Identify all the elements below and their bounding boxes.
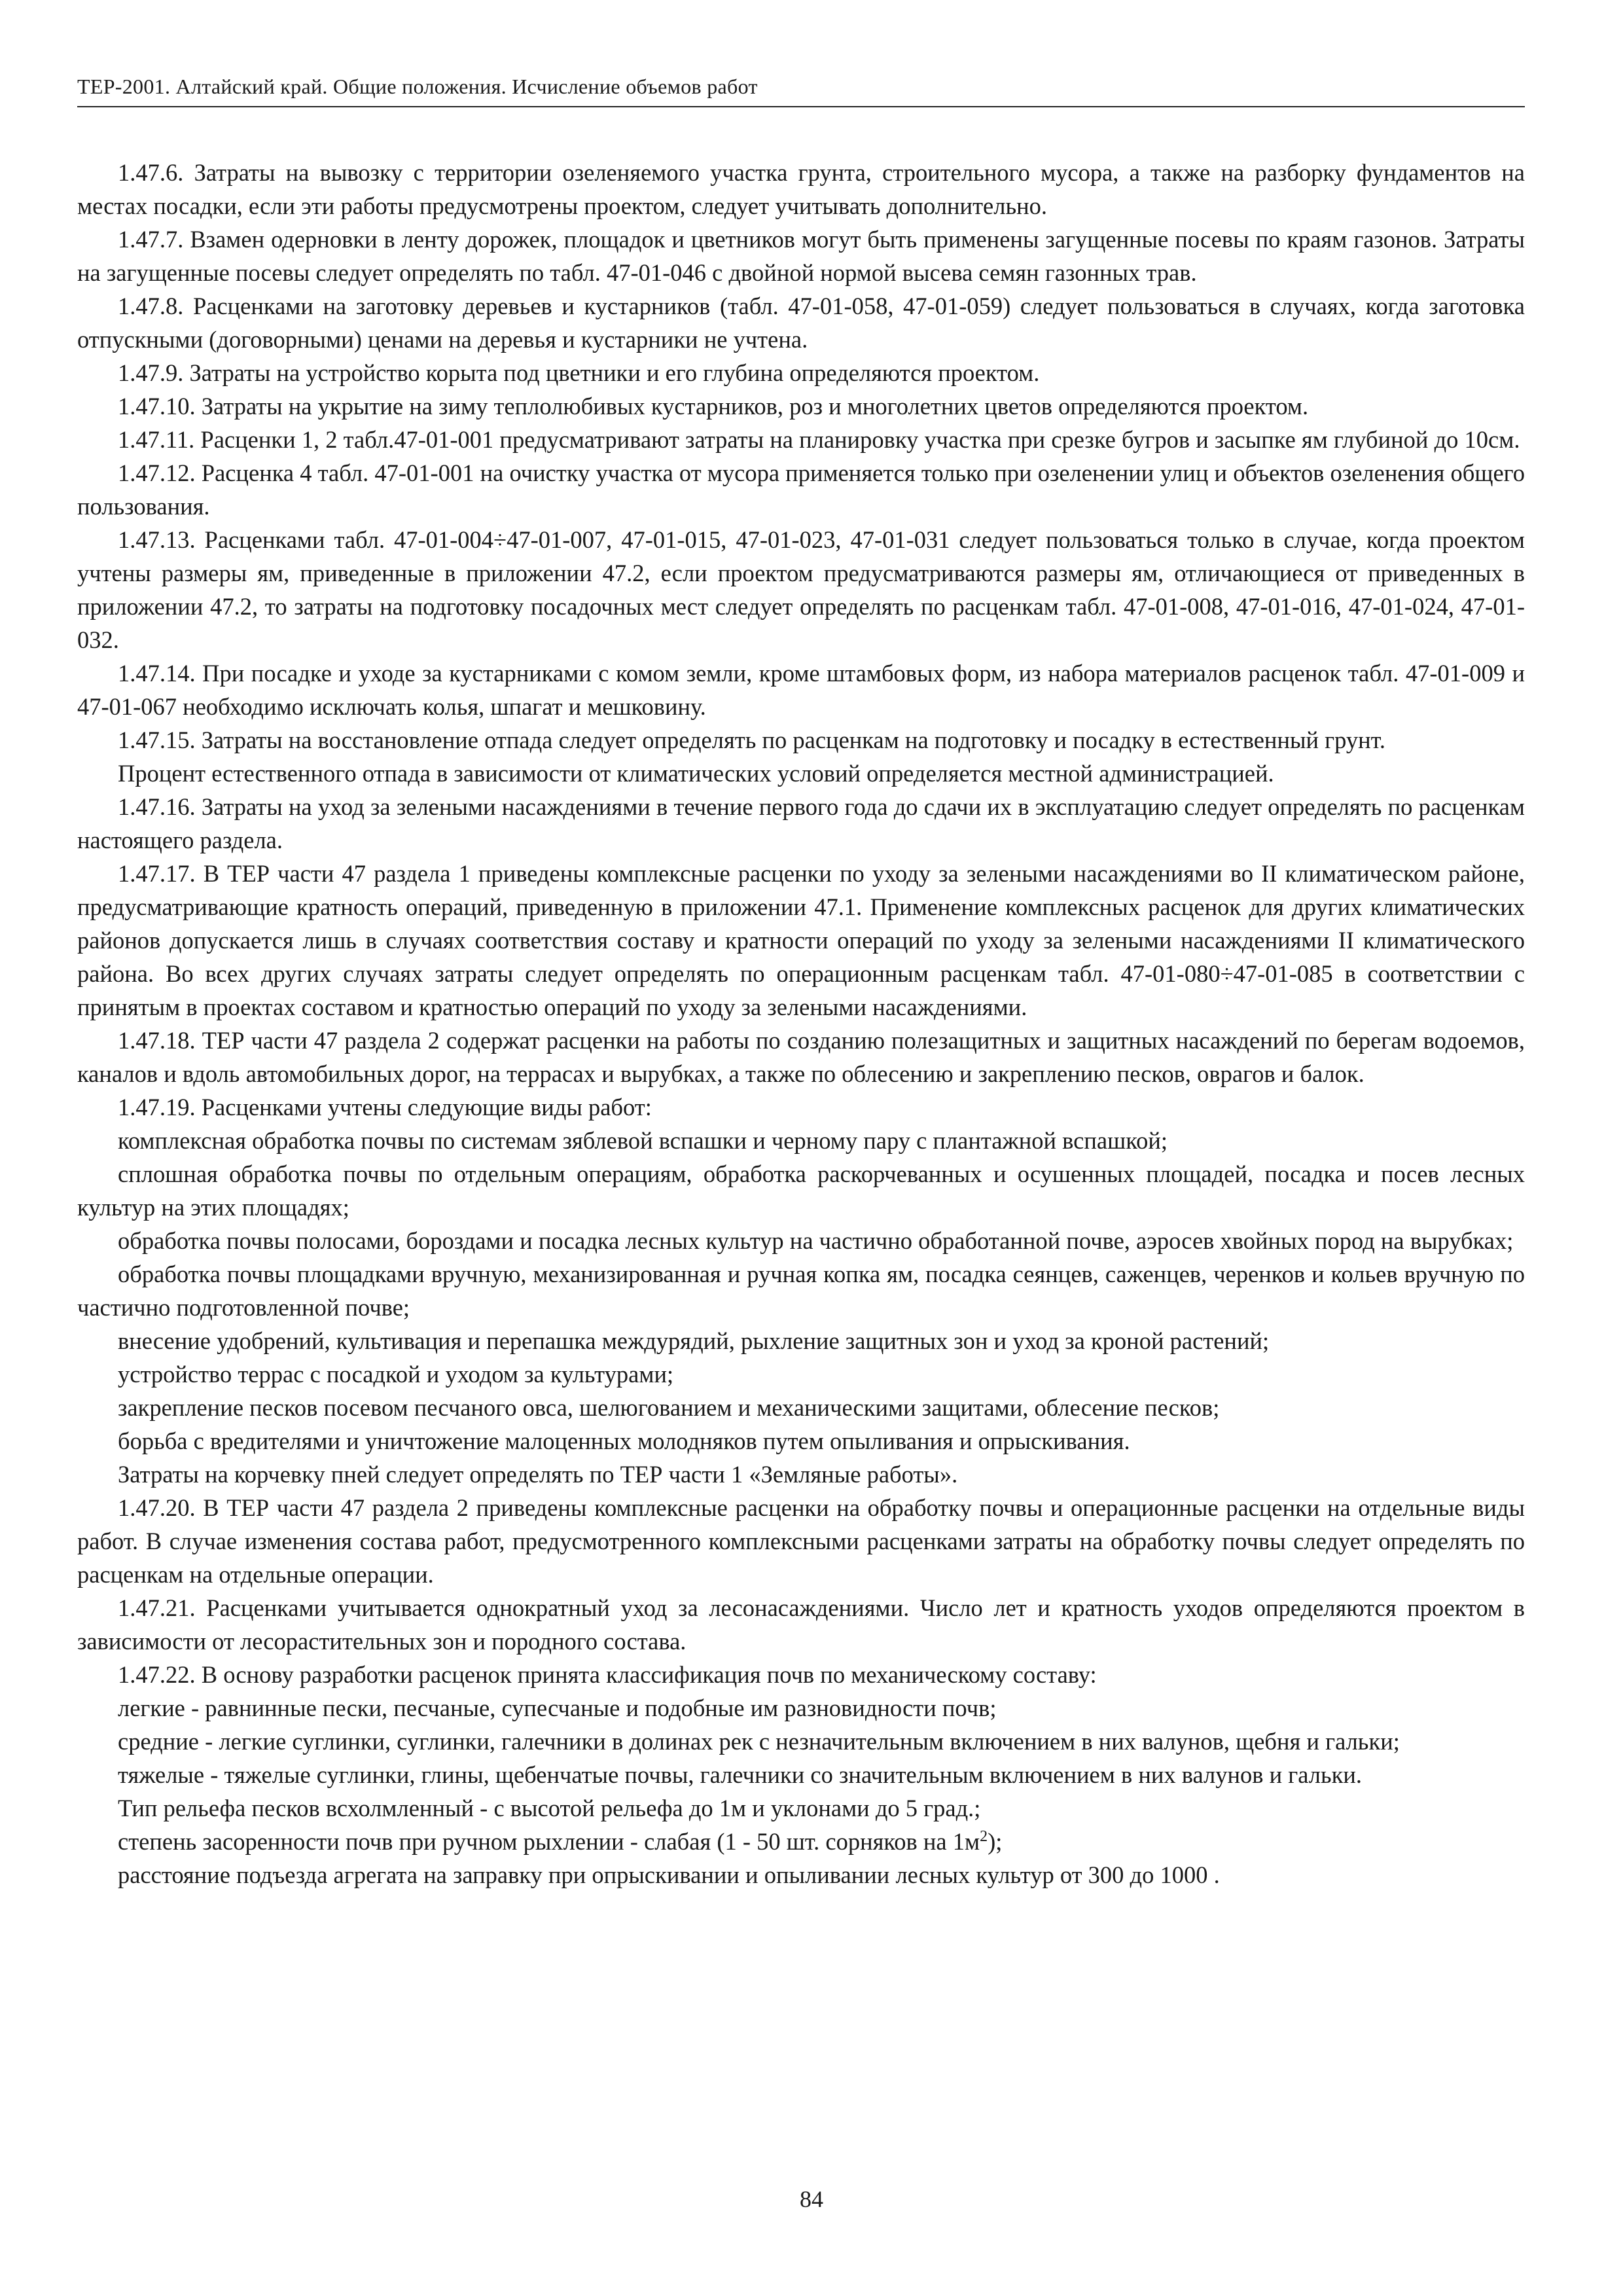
running-header: ТЕР-2001. Алтайский край. Общие положения. Исчисление объемов работ <box>77 73 1525 107</box>
list-item-strip-tillage: обработка почвы полосами, бороздами и посадка лесных культур на частично обработанной почве, аэросев хвойных пород на вырубках; <box>118 1227 1514 1254</box>
paragraph-natural-loss: Процент естественного отпада в зависимости от климатических условий определяется местной администрацией. <box>118 760 1274 787</box>
list-item-solid-tillage: сплошная обработка почвы по отдельным операциям, обработка раскорчеванных и осушенных площадей, посадка и посев лесных культур на этих площадях; <box>77 1160 1525 1221</box>
paragraph-1-47-22: 1.47.22. В основу разработки расценок принята классификация почв по механическому составу: <box>118 1661 1097 1688</box>
paragraph-1-47-18: 1.47.18. ТЕР части 47 раздела 2 содержат расценки на работы по созданию полезащитных и защитных насаждений по берегам водоемов, каналов и вдоль автомобильных дорог, на террасах и вырубках, а также по облесению и закреплению песков, оврагов и балок. <box>77 1027 1525 1087</box>
list-item-light-soils: легкие - равнинные пески, песчаные, супесчаные и подобные им разновидности почв; <box>118 1695 997 1721</box>
paragraph-refuel-distance: расстояние подъезда агрегата на заправку при опрыскивании и опыливании лесных культур от 300 до 1000 . <box>118 1861 1220 1888</box>
paragraph-1-47-16: 1.47.16. Затраты на уход за зелеными насаждениями в течение первого года до сдачи их в эксплуатацию следует определять по расценкам настоящего раздела. <box>77 793 1525 853</box>
paragraph-stump-removal: Затраты на корчевку пней следует определять по ТЕР части 1 «Земляные работы». <box>118 1461 958 1488</box>
paragraph-1-47-14: 1.47.14. При посадке и уходе за кустарниками с комом земли, кроме штамбовых форм, из набора материалов расценок табл. 47-01-009 и 47-01-067 необходимо исключать колья, шпагат и мешковину. <box>77 660 1525 720</box>
list-item-medium-soils: средние - легкие суглинки, суглинки, галечники в долинах рек с незначительным включением в них валунов, щебня и гальки; <box>118 1728 1400 1755</box>
weed-level-tail: ); <box>988 1828 1003 1855</box>
page-number: 84 <box>800 2186 823 2212</box>
paragraph-1-47-15: 1.47.15. Затраты на восстановление отпада следует определять по расценкам на подготовку и посадку в естественный грунт. <box>118 726 1386 753</box>
paragraph-1-47-12: 1.47.12. Расценка 4 табл. 47-01-001 на очистку участка от мусора применяется только при озеленении улиц и объектов озеленения общего пользования. <box>77 459 1525 520</box>
paragraph-weed-level <box>77 1825 1525 1858</box>
list-item-heavy-soils: тяжелые - тяжелые суглинки, глины, щебенчатые почвы, галечники со значительным включением в них валунов и гальки. <box>118 1761 1363 1788</box>
list-item-terraces: устройство террас с посадкой и уходом за культурами; <box>118 1361 674 1388</box>
paragraph-1-47-8: 1.47.8. Расценками на заготовку деревьев и кустарников (табл. 47-01-058, 47-01-059) следует пользоваться в случаях, когда заготовка отпускными (договорными) ценами на деревья и кустарники не учтена. <box>77 293 1525 353</box>
paragraph-1-47-11: 1.47.11. Расценки 1, 2 табл.47-01-001 предусматривают затраты на планировку участка при срезке бугров и засыпке ям глубиной до 10см. <box>118 426 1520 453</box>
weed-level-superscript: 2 <box>980 1827 988 1845</box>
list-item-sand-fixing: закрепление песков посевом песчаного овса, шелюгованием и механическими защитами, облесение песков; <box>118 1394 1220 1421</box>
paragraph-1-47-9: 1.47.9. Затраты на устройство корыта под цветники и его глубина определяются проектом. <box>118 359 1040 386</box>
paragraph-1-47-10: 1.47.10. Затраты на укрытие на зиму теплолюбивых кустарников, роз и многолетних цветов определяются проектом. <box>118 393 1309 420</box>
document-body <box>77 156 1525 1892</box>
paragraph-1-47-20: 1.47.20. В ТЕР части 47 раздела 2 приведены комплексные расценки на обработку почвы и операционные расценки на отдельные виды работ. В случае изменения состава работ, предусмотренного комплексными расценками затраты на обработку почвы следует определять по расценкам на отдельные операции. <box>77 1494 1525 1588</box>
list-item-pest-control: борьба с вредителями и уничтожение малоценных молодняков путем опыливания и опрыскивания. <box>118 1427 1130 1454</box>
paragraph-1-47-6: 1.47.6. Затраты на вывозку с территории озеленяемого участка грунта, строительного мусора, а также на разборку фундаментов на местах посадки, если эти работы предусмотрены проектом, следует учитывать дополнительно. <box>77 159 1525 219</box>
paragraph-relief-type: Тип рельефа песков всхолмленный - с высотой рельефа до 1м и уклонами до 5 град.; <box>118 1795 981 1821</box>
paragraph-1-47-19: 1.47.19. Расценками учтены следующие виды работ: <box>118 1094 652 1121</box>
weed-level-text: степень засоренности почв при ручном рыхлении - слабая (1 - 50 шт. сорняков на 1м <box>118 1828 980 1855</box>
paragraph-1-47-7: 1.47.7. Взамен одерновки в ленту дорожек, площадок и цветников могут быть применены загущенные посевы по краям газонов. Затраты на загущенные посевы следует определять по табл. 47-01-046 с двойной нормой высева семян газонных трав. <box>77 226 1525 286</box>
paragraph-1-47-21: 1.47.21. Расценками учитывается однократный уход за лесонасаждениями. Число лет и кратность уходов определяются проектом в зависимости от лесорастительных зон и породного состава. <box>77 1594 1525 1655</box>
paragraph-1-47-13: 1.47.13. Расценками табл. 47-01-004÷47-01-007, 47-01-015, 47-01-023, 47-01-031 следует пользоваться только в случае, когда проектом учтены размеры ям, приведенные в приложении 47.2, если проектом предусматриваются размеры ям, отличающиеся от приведенных в приложении 47.2, то затраты на подготовку посадочных мест следует определять по расценкам табл. 47-01-008, 47-01-016, 47-01-024, 47-01-032. <box>77 526 1525 653</box>
list-item-complex-tillage: комплексная обработка почвы по системам зяблевой вспашки и черному пару с плантажной вспашкой; <box>118 1127 1168 1154</box>
paragraph-1-47-17: 1.47.17. В ТЕР части 47 раздела 1 приведены комплексные расценки по уходу за зелеными насаждениями во II климатическом районе, предусматривающие кратность операций, приведенную в приложении 47.1. Применение комплексных расценок для других климатических районов допускается лишь в случаях соответствия составу и кратности операций по уходу за зелеными насаждениями II климатического района. Во всех других случаях затраты следует определять по операционным расценкам табл. 47-01-080÷47-01-085 в соответствии с принятым в проектах составом и кратностью операций по уходу за зелеными насаждениями. <box>77 860 1525 1020</box>
list-item-manual-tillage: обработка почвы площадками вручную, механизированная и ручная копка ям, посадка сеянцев, саженцев, черенков и кольев вручную по частично подготовленной почве; <box>77 1261 1525 1321</box>
list-item-fertilizing: внесение удобрений, культивация и перепашка междурядий, рыхление защитных зон и уход за кроной растений; <box>118 1327 1270 1354</box>
